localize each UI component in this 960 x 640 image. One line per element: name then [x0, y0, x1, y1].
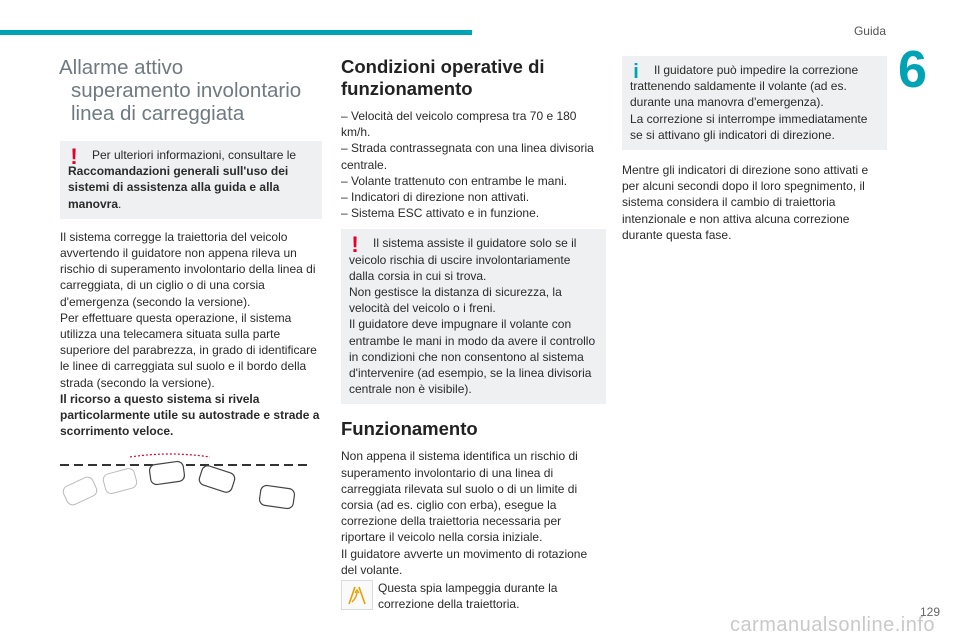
info-paragraph-2: La correzione si interrompe immediatamente se si attivano gli indicatori di direzione. — [630, 111, 868, 142]
section-title-line1: Allarme attivo — [59, 56, 184, 79]
warning-end: . — [118, 196, 122, 211]
column-left — [60, 56, 322, 520]
warning-lamp-row — [341, 580, 606, 612]
warning-paragraph-3: Il guidatore deve impugnare il volante con entrambe le mani in modo da avere il controllo in condizioni che non consentono al sistema d'intervenire (ad esempio, se la linea divisoria centrale non è visibile). — [349, 317, 596, 397]
heading-operation: Funzionamento — [341, 418, 478, 440]
heading-conditions: Condizioni operative di funzionamento — [341, 56, 545, 99]
section-title — [59, 56, 322, 125]
column-middle — [341, 56, 606, 612]
paragraph-indicators: Mentre gli indicatori di direzione sono attivati e per alcuni secondi dopo il loro spegnimento, il sistema considera il cambio di traiettoria intenzionale e non attiva alcuna correzione durante questa fase. — [622, 163, 869, 242]
warning-lamp-text: Questa spia lampeggia durante la correzione della traiettoria. — [378, 581, 558, 612]
warning-box-assist-limits — [341, 229, 606, 404]
paragraph-camera: Per effettuare questa operazione, il sistema utilizza una telecamera situata sulla parte superiore del parabrezza, in grado di identificare le linee di carreggiata sul suolo e il bordo della strada (secondo la versione). — [60, 310, 317, 390]
paragraph-steering: Il guidatore avverte un movimento di rotazione del volante. — [341, 546, 588, 577]
section-label: Guida — [853, 24, 886, 38]
info-box-override — [622, 56, 887, 150]
condition-item: – Sistema ESC attivato e in funzione. — [341, 206, 540, 221]
lane-keep-warning-lamp-icon — [341, 580, 373, 610]
info-first-line: Il guidatore può impedire la correzione — [654, 63, 859, 77]
page-number: 129 — [919, 605, 940, 619]
header-accent-bar — [0, 30, 472, 35]
warning-wave-marks — [130, 454, 210, 457]
warning-box-info-reference — [60, 141, 322, 219]
condition-item: – Strada contrassegnata con una linea divisoria centrale. — [341, 141, 594, 172]
warning-rest: veicolo rischia di uscire involontariamente dalla corsia in cui si trova. — [349, 252, 571, 283]
paragraph-operation: Non appena il sistema identifica un rischio di superamento involontario di una linea di carreggiata rilevata sul suolo o di un limite di corsia (ad es. ciglio con erba), esegue la correzione della traiettoria necessaria per riportare il veicolo nella corsia iniziale. — [341, 449, 578, 545]
paragraph-usage-bold: Il ricorso a questo sistema si rivela particolarmente utile su autostrade e strade a scorrimento veloce. — [60, 391, 320, 439]
paragraph-intro: Il sistema corregge la traiettoria del veicolo avvertendo il guidatore non appena rileva un rischio di superamento involontario della linea di carreggiata, di un ciglio o di una corsia d'emergenza (secondo la versione). — [60, 229, 316, 309]
watermark: carmanualsonline.info — [729, 614, 935, 636]
chapter-number: 6 — [898, 41, 927, 99]
car-motion-trail — [61, 468, 138, 508]
column-right — [622, 56, 887, 243]
info-rest: trattenendo saldamente il volante (ad es. durante una manovra d'emergenza). — [630, 79, 847, 110]
warning-bold-reference: Raccomandazioni generali sull'uso dei sistemi di assistenza alla guida e alla manovra — [68, 164, 289, 211]
conditions-list — [341, 108, 606, 221]
car-icon — [149, 461, 295, 510]
info-icon: i — [633, 61, 639, 83]
warning-first-line: Per ulteriori informazioni, consultare le — [92, 148, 297, 162]
warning-exclamation-icon: ! — [351, 232, 359, 258]
section-title-rest: superamento involontario linea di carreggiata — [71, 79, 302, 125]
condition-item: – Indicatori di direzione non attivati. — [341, 190, 530, 205]
condition-item: – Velocità del veicolo compresa tra 70 e 180 km/h. — [341, 109, 577, 140]
condition-item: – Volante trattenuto con entrambe le mani. — [341, 173, 568, 188]
lane-correction-illustration — [60, 453, 310, 515]
warning-exclamation-icon: ! — [70, 144, 78, 169]
warning-first-line: Il sistema assiste il guidatore solo se il — [373, 236, 577, 251]
warning-paragraph-2: Non gestisce la distanza di sicurezza, la velocità del veicolo o i freni. — [349, 285, 562, 316]
